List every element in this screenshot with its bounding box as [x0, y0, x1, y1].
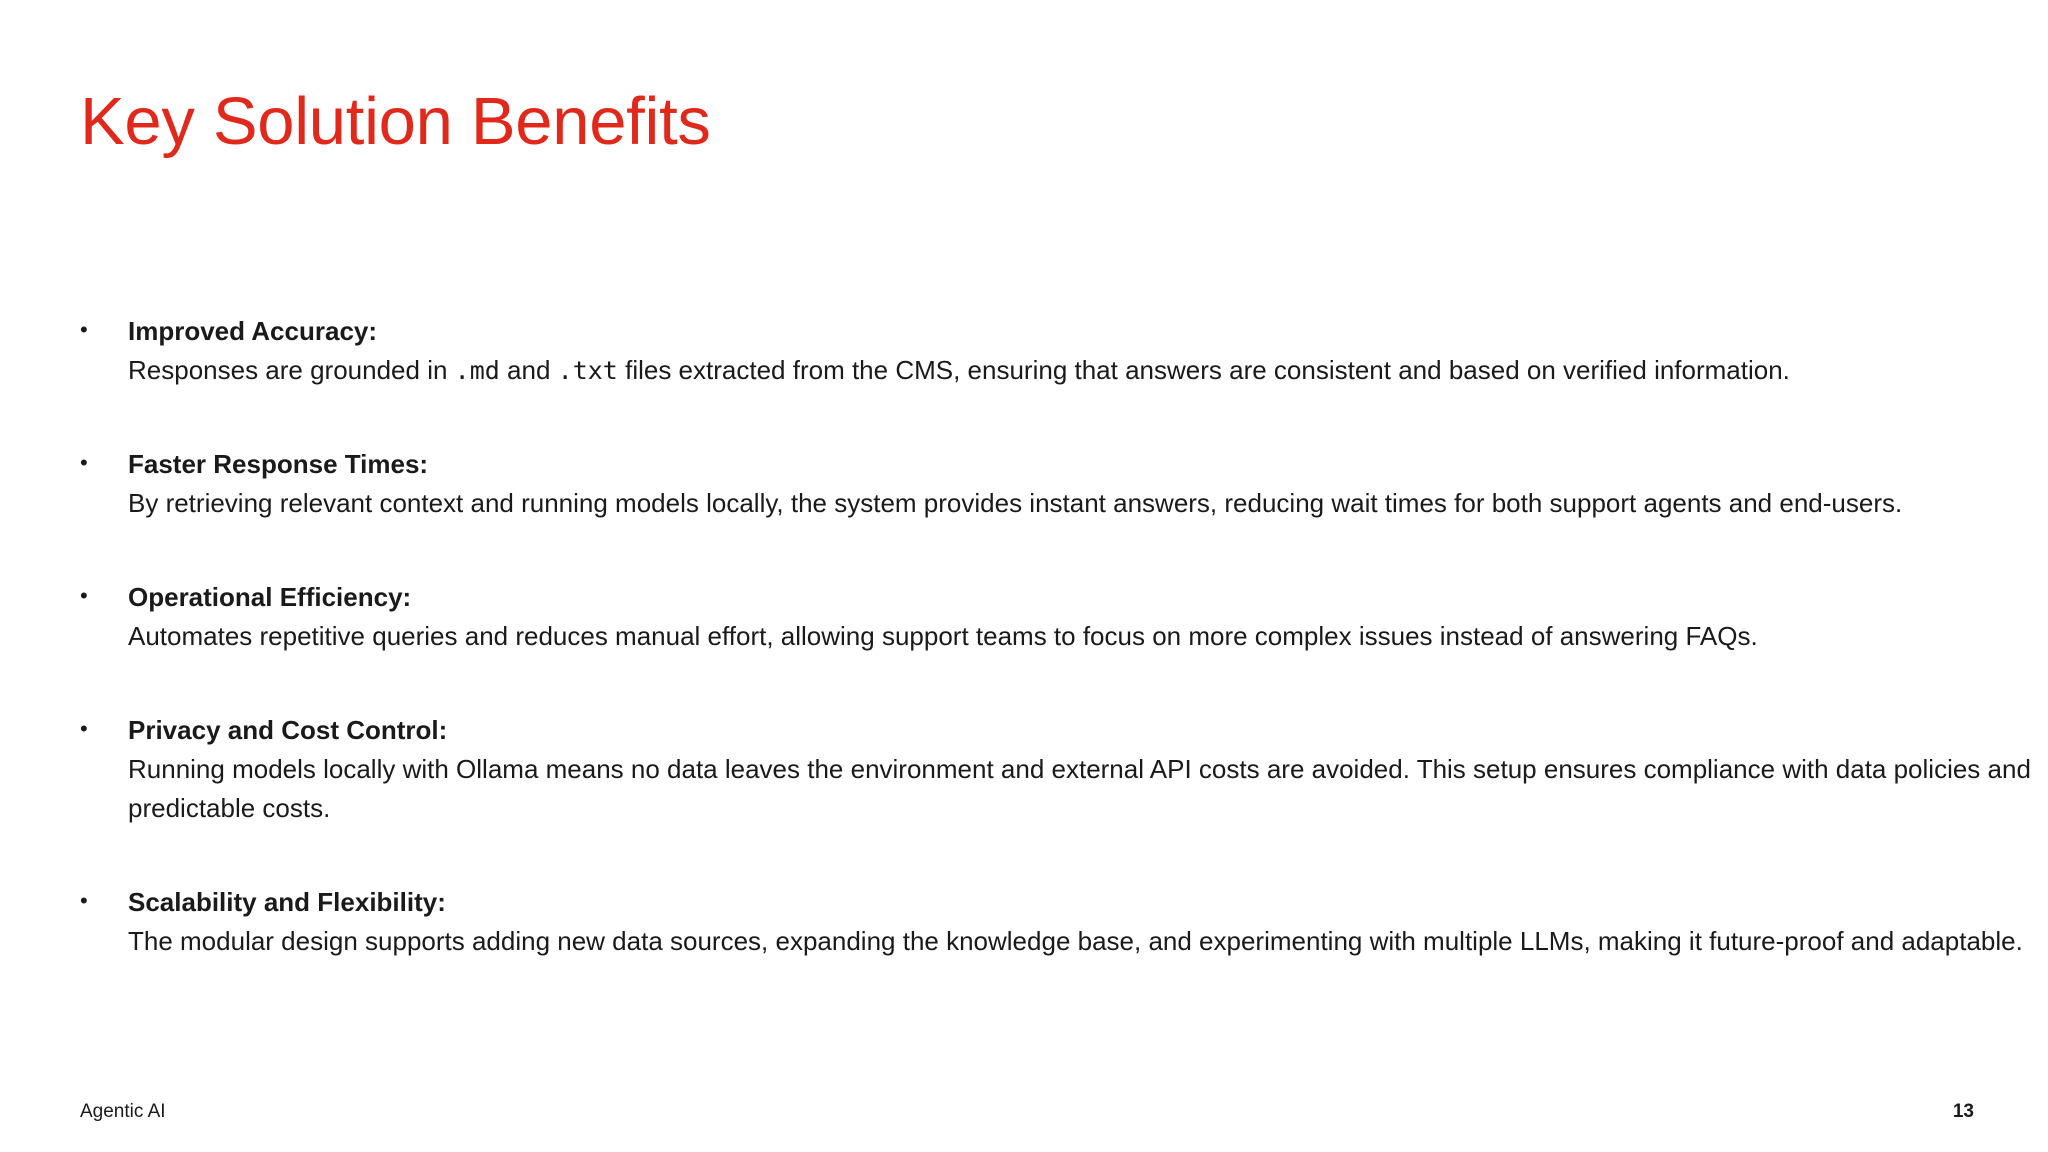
- slide-title: Key Solution Benefits: [80, 84, 711, 159]
- benefit-heading: Operational Efficiency:: [128, 582, 412, 612]
- benefit-item: [80, 711, 2031, 828]
- benefit-item: [80, 578, 1980, 656]
- benefit-description: [128, 750, 2048, 828]
- bullet-icon: •: [80, 888, 88, 913]
- description-text: Automates repetitive queries and reduces manual effort, allowing support teams to focus on more complex issues instead of answering FAQs.: [128, 621, 1758, 651]
- description-text: By retrieving relevant context and running models locally, the system provides instant answers, reducing wait times for both support agents and end-users.: [128, 488, 1903, 518]
- description-text: Running models locally with Ollama means no data leaves the environment and external API costs are avoided. This setup ensures compliance with data policies and predictable costs.: [128, 754, 2031, 823]
- inline-code: .txt: [557, 356, 618, 385]
- benefits-list: [80, 312, 2031, 1016]
- benefit-description: [128, 351, 2048, 390]
- benefit-heading: Scalability and Flexibility:: [128, 887, 446, 917]
- benefit-item: [80, 312, 1980, 390]
- benefit-description: [128, 484, 2048, 523]
- inline-code: .md: [454, 356, 500, 385]
- description-text: Responses are grounded in: [128, 355, 455, 385]
- benefit-item: [80, 883, 2023, 961]
- description-text: and: [499, 355, 558, 385]
- footer-label: Agentic AI: [80, 1101, 166, 1122]
- bullet-icon: •: [80, 450, 88, 475]
- bullet-icon: •: [80, 583, 88, 608]
- bullet-icon: •: [80, 317, 88, 342]
- benefit-description: [128, 617, 2048, 656]
- benefit-heading: Privacy and Cost Control:: [128, 715, 448, 745]
- description-text: The modular design supports adding new data sources, expanding the knowledge base, and experimenting with multiple LLMs, making it future-proof and adaptable.: [128, 926, 2023, 956]
- benefit-heading: Faster Response Times:: [128, 449, 429, 479]
- benefit-description: [128, 922, 2048, 961]
- benefit-item: [80, 445, 1980, 523]
- benefit-heading: Improved Accuracy:: [128, 316, 378, 346]
- page-number: 13: [1952, 1101, 1974, 1122]
- description-text: files extracted from the CMS, ensuring that answers are consistent and based on verified information.: [617, 355, 1790, 385]
- bullet-icon: •: [80, 716, 88, 741]
